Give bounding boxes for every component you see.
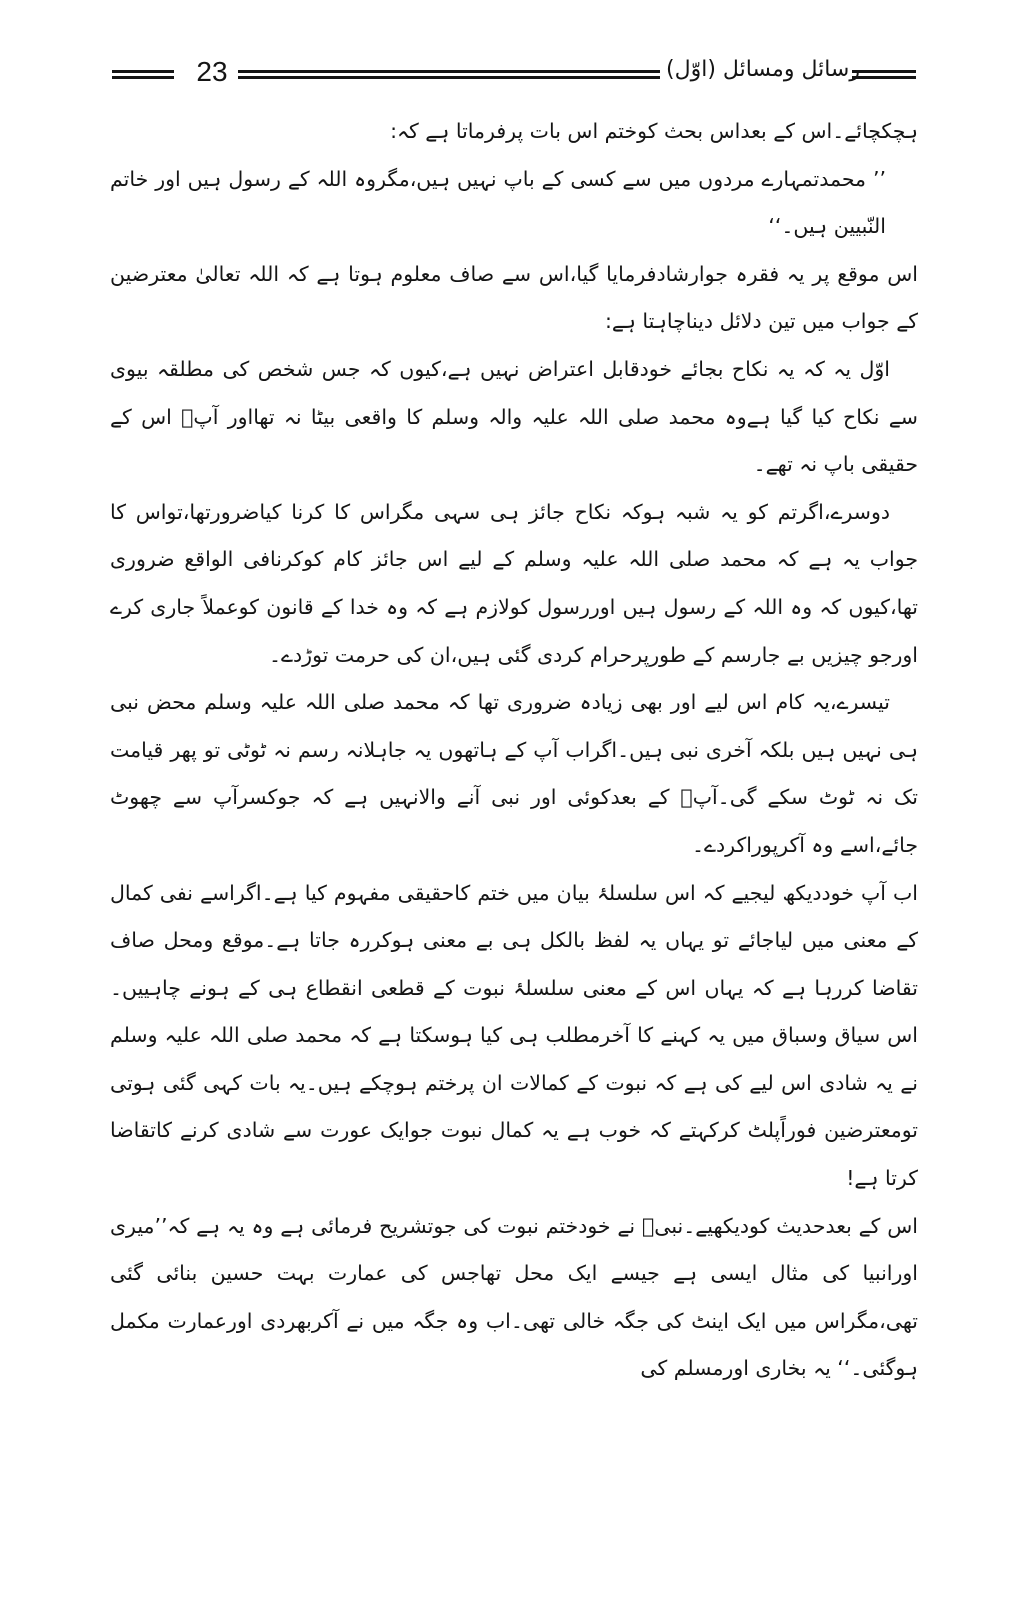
paragraph: اس موقع پر یہ فقرہ جوارشادفرمایا گیا،اس سے صاف معلوم ہوتا ہے کہ اللہ تعالیٰ معترضین کے جواب میں تین دلائل دیناچاہتا ہے: [110, 261, 918, 334]
page-header [112, 50, 916, 98]
body-text [110, 108, 918, 1393]
paragraph: اب آپ خوددیکھ لیجیے کہ اس سلسلۂ بیان میں ختم کاحقیقی مفہوم کیا ہے۔اگراسے نفی کمال کے معنی میں لیاجائے تو یہاں یہ لفظ بالکل ہی بے معنی ہوکررہ جاتا ہے۔موقع ومحل صاف تقاضا کررہا ہے کہ یہاں اس کے معنی سلسلۂ نبوت کے قطعی انقطاع ہی کے ہونے چاہییں۔اس سیاق وسباق میں یہ کہنے کا آخرمطلب ہی کیا ہوسکتا ہے کہ محمد صلی اللہ علیہ وسلم نے یہ شادی اس لیے کی ہے کہ نبوت کے کمالات ان پرختم ہوچکے ہیں۔یہ بات کہی گئی ہوتی تومعترضین فوراًپلٹ کرکہتے کہ خوب ہے یہ کمال نبوت جوایک عورت سے شادی کرنے کاتقاضا کرتا ہے! [110, 880, 918, 1191]
header-rule-right [852, 70, 916, 73]
book-title: رسائل ومسائل (اوّل) [666, 57, 860, 82]
paragraph: اوّل یہ کہ یہ نکاح بجائے خودقابل اعتراض نہیں ہے،کیوں کہ جس شخص کی مطلقہ بیوی سے نکاح کیا گیا ہےوہ محمد صلی اللہ علیہ والہ وسلم کا واقعی بیٹا نہ تھااور آپؐ اس کے حقیقی باپ نہ تھے۔ [110, 356, 918, 477]
paragraph: اس کے بعدحدیث کودیکھیے۔نبیؐ نے خودختم نبوت کی جوتشریح فرمائی ہے وہ یہ ہے کہ’’میری اورانبیا کی مثال ایسی ہے جیسے ایک محل تھاجس کی عمارت بہت حسین بنائی گئی تھی،مگراس میں ایک اینٹ کی جگہ خالی تھی۔اب وہ جگہ میں نے آکربھردی اورعمارت مکمل ہوگئی۔‘‘ یہ بخاری اورمسلم کی [110, 1213, 918, 1381]
header-rule-left [112, 76, 174, 79]
paragraph: تیسرے،یہ کام اس لیے اور بھی زیادہ ضروری تھا کہ محمد صلی اللہ علیہ وسلم محض نبی ہی نہیں ہیں بلکہ آخری نبی ہیں۔اگراب آپ کے ہاتھوں یہ جاہلانہ رسم نہ ٹوٹی تو پھر قیامت تک نہ ٹوٹ سکے گی۔آپؐ کے بعدکوئی اور نبی آنے والانہیں ہے کہ جوکسرآپ سے چھوٹ جائے،اسے وہ آکرپوراکردے۔ [110, 690, 918, 857]
paragraph: ہچکچائے۔اس کے بعداس بحث کوختم اس بات پرفرماتا ہے کہ: [390, 119, 918, 143]
header-rule-left [112, 70, 174, 73]
paragraph: دوسرے،اگرتم کو یہ شبہ ہوکہ نکاح جائز ہی سہی مگراس کا کرنا کیاضرورتھا،تواس کا جواب یہ ہے کہ محمد صلی اللہ علیہ وسلم کے لیے اس جائز کام کوکرنافی الواقع ضروری تھا،کیوں کہ وہ اللہ کے رسول ہیں اوررسول کولازم ہے کہ وہ خدا کے قانون کوعملاً جاری کرے اورجو چیزیں بے جارسم کے طورپرحرام کردی گئی ہیں،ان کی حرمت توڑدے۔ [110, 499, 918, 667]
header-rule-middle [238, 70, 660, 73]
quotation: ’’ محمدتمہارے مردوں میں سے کسی کے باپ نہیں ہیں،مگروہ اللہ کے رسول ہیں اور خاتم النّبیین ہیں۔‘‘ [110, 166, 886, 239]
page-number: 23 [196, 56, 228, 87]
header-rule-right [852, 76, 916, 79]
header-rule-middle [238, 76, 660, 79]
